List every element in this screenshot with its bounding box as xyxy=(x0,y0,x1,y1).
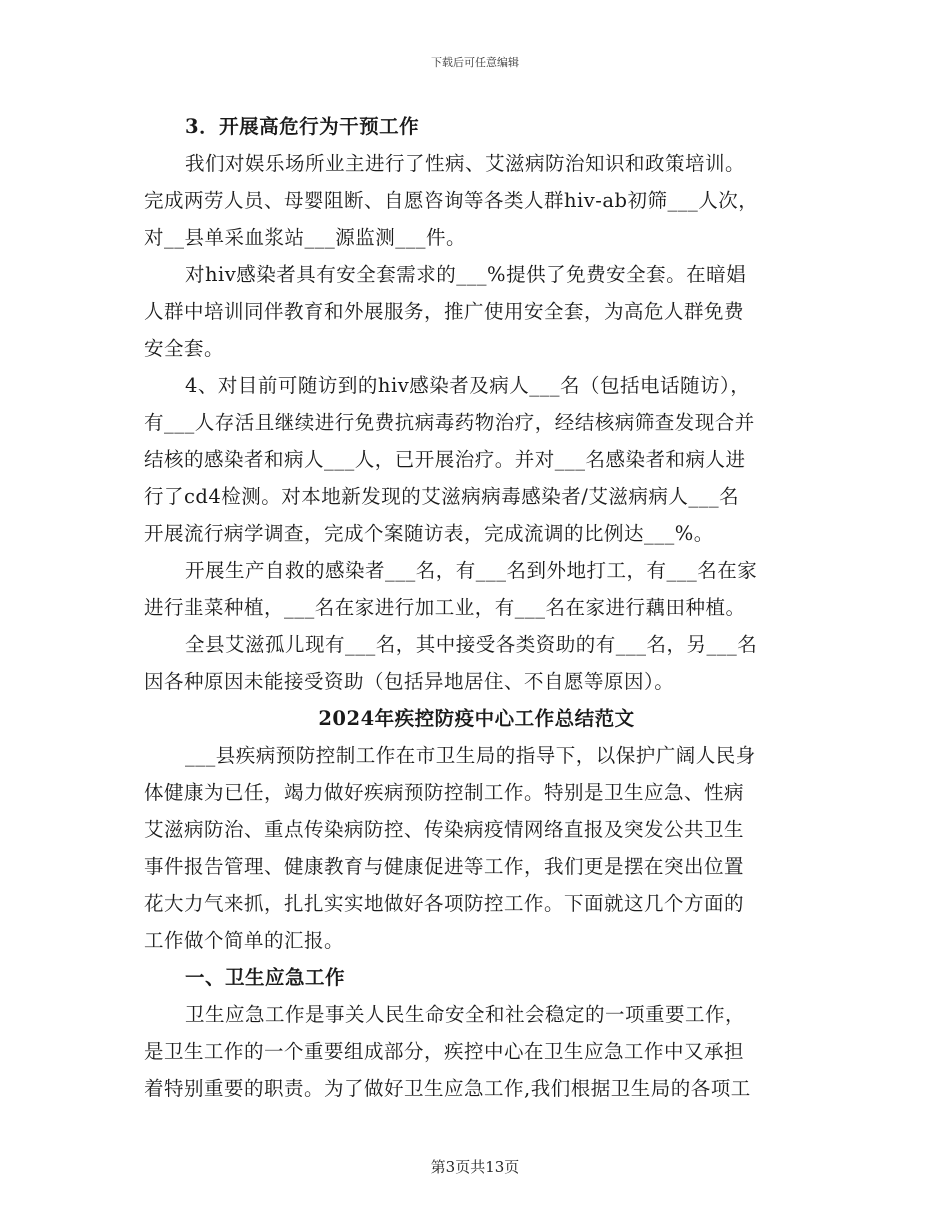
paragraph-line: 行了cd4检测。对本地新发现的艾滋病病毒感染者/艾滋病病人___名 xyxy=(144,485,740,508)
section-heading: 3．开展高危行为干预工作 xyxy=(185,115,420,138)
paragraph-line: 着特别重要的职责。为了做好卫生应急工作,我们根据卫生局的各项工 xyxy=(144,1077,751,1100)
paragraph-line: 进行韭菜种植，___名在家进行加工业，有___名在家进行藕田种植。 xyxy=(144,596,746,619)
paragraph-line: 是卫生工作的一个重要组成部分，疾控中心在卫生应急工作中又承担 xyxy=(144,1040,745,1063)
paragraph-line: 开展流行病学调查，完成个案随访表，完成流调的比例达___%。 xyxy=(144,522,714,545)
paragraph-line: 花大力气来抓，扎扎实实地做好各项防控工作。下面就这几个方面的 xyxy=(144,892,745,915)
paragraph-line: 全县艾滋孤儿现有___名，其中接受各类资助的有___名，另___名 xyxy=(185,633,758,656)
paragraph-line: ___县疾病预防控制工作在市卫生局的指导下，以保护广阔人民身 xyxy=(185,744,756,767)
paragraph-line: 有___人存活且继续进行免费抗病毒药物治疗，经结核病筛查发现合并 xyxy=(144,411,755,434)
page-number: 第3页共13页 xyxy=(430,1158,520,1176)
paragraph-line: 结核的感染者和病人___人，已开展治疗。并对___名感染者和病人进 xyxy=(144,448,746,471)
paragraph-line: 卫生应急工作是事关人民生命安全和社会稳定的一项重要工作， xyxy=(185,1003,746,1026)
paragraph-line: 对hiv感染者具有安全套需求的___%提供了免费安全套。在暗娼 xyxy=(185,263,747,286)
paragraph-line: 体健康为已任，竭力做好疾病预防控制工作。特别是卫生应急、性病 xyxy=(144,781,745,804)
paragraph-line: 事件报告管理、健康教育与健康促进等工作，我们更是摆在突出位置 xyxy=(144,855,745,878)
paragraph-line: 工作做个简单的汇报。 xyxy=(144,929,345,952)
header-note: 下载后可任意编辑 xyxy=(431,56,519,69)
paragraph-line: 安全套。 xyxy=(144,337,225,360)
paragraph-line: 4、对目前可随访到的hiv感染者及病人___名（包括电话随访）， xyxy=(185,374,751,397)
paragraph-line: 我们对娱乐场所业主进行了性病、艾滋病防治知识和政策培训。 xyxy=(185,152,746,175)
paragraph-line: 开展生产自救的感染者___名，有___名到外地打工，有___名在家 xyxy=(185,559,758,582)
paragraph-line: 完成两劳人员、母婴阻断、自愿咨询等各类人群hiv-ab初筛___人次， xyxy=(144,189,759,212)
section-heading: 一、卫生应急工作 xyxy=(185,966,346,989)
paragraph-line: 因各种原因未能接受资助（包括异地居住、不自愿等原因）。 xyxy=(144,670,675,693)
paragraph-line: 艾滋病防治、重点传染病防控、传染病疫情网络直报及突发公共卫生 xyxy=(144,818,745,841)
paragraph-line: 人群中培训同伴教育和外展服务，推广使用安全套，为高危人群免费 xyxy=(144,300,745,323)
document-title: 2024年疾控防疫中心工作总结范文 xyxy=(318,707,635,730)
document-body xyxy=(144,108,809,1107)
paragraph-line: 对__县单采血浆站___源监测___件。 xyxy=(144,226,467,249)
